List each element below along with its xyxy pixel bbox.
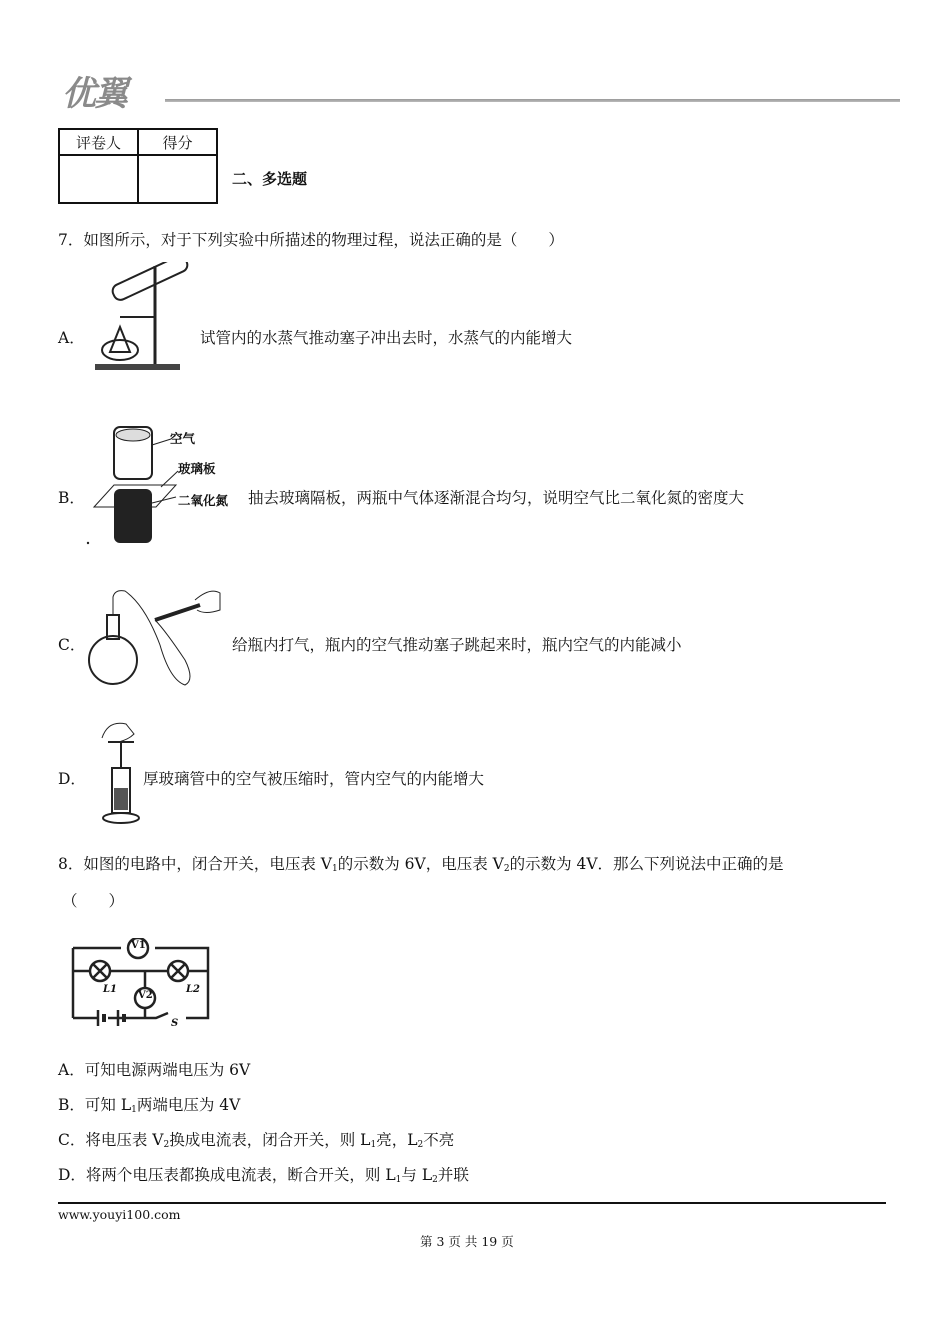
q7-option-d-label: D． [58, 770, 86, 788]
q8-answer-paren: （ ） [62, 892, 125, 910]
option-text: A．可知电源两端电压为 6V [58, 1061, 251, 1079]
q8-option-c [58, 1128, 454, 1150]
footer-divider [58, 1202, 886, 1204]
grader-header: 评卷人 [59, 129, 138, 155]
subscript: 1 [331, 864, 338, 874]
subscript: 2 [163, 1140, 170, 1150]
subscript: 2 [417, 1140, 424, 1150]
option-text: 不亮 [423, 1131, 455, 1149]
q8-option-a [58, 1058, 250, 1080]
subscript: 2 [503, 864, 510, 874]
subscript: 1 [370, 1140, 377, 1150]
subscript: 1 [131, 1105, 137, 1115]
q7-option-b-label: B． [58, 489, 85, 507]
l1-label: L1 [103, 984, 117, 995]
subscript: 1 [395, 1175, 402, 1185]
option-text: D．将两个电压表都换成电流表，断合开关，则 L [58, 1166, 396, 1184]
switch-label: S [171, 1018, 179, 1029]
footer-url[interactable]: www.youyi100.com [58, 1207, 181, 1222]
flask-pump-figure [85, 585, 225, 690]
q8-option-d [58, 1163, 469, 1185]
q7-option-d-text: 厚玻璃管中的空气被压缩时，管内空气的内能增大 [143, 770, 485, 788]
circuit-diagram [68, 938, 213, 1030]
v2-label: V2 [138, 990, 153, 1001]
q8-option-b [58, 1093, 240, 1115]
q7-option-b-text: 抽去玻璃隔板，两瓶中气体逐渐混合均匀，说明空气比二氧化氮的密度大 [248, 489, 745, 507]
youyi-logo: 优翼 [62, 74, 126, 114]
air-label: 空气 [170, 431, 196, 446]
compression-tube-figure [98, 718, 148, 828]
stem-part: 8．如图的电路中，闭合开关，电压表 V [58, 855, 332, 873]
l2-label: L2 [186, 984, 200, 995]
option-text: 并联 [437, 1166, 469, 1184]
v1-label: V1 [131, 940, 146, 951]
option-text: 两端电压为 4V [136, 1096, 241, 1114]
option-text: 亮，L [376, 1131, 418, 1149]
section-title: 二、多选题 [232, 170, 308, 188]
grader-cell [59, 155, 138, 203]
page-number: 第 3 页 共 19 页 [420, 1234, 514, 1249]
q7-stem: 7．如图所示，对于下列实验中所描述的物理过程，说法正确的是（ ） [58, 231, 564, 249]
no2-label: 二氧化氮 [178, 493, 229, 508]
option-text: C．将电压表 V [58, 1131, 164, 1149]
subscript: 2 [432, 1175, 438, 1185]
q7-option-a-label: A． [58, 329, 85, 347]
glass-plate-label: 玻璃板 [178, 461, 216, 476]
score-cell [138, 155, 217, 203]
test-tube-heating-figure [90, 262, 195, 374]
gas-diffusion-figure [86, 425, 246, 550]
option-text: 与 L [401, 1166, 433, 1184]
stem-part: 的示数为 4V．那么下列说法中正确的是 [509, 855, 784, 873]
score-header: 得分 [138, 129, 217, 155]
option-text: B．可知 L [58, 1096, 132, 1114]
stem-part: 的示数为 6V，电压表 V [337, 855, 504, 873]
header-divider [165, 99, 900, 102]
q8-stem [58, 852, 784, 874]
q7-option-c-text: 给瓶内打气，瓶内的空气推动塞子跳起来时，瓶内空气的内能减小 [232, 636, 682, 654]
q7-option-a-text: 试管内的水蒸气推动塞子冲出去时，水蒸气的内能增大 [200, 329, 573, 347]
q7-option-c-label: C． [58, 636, 86, 654]
score-table [58, 128, 218, 204]
option-text: 换成电流表，闭合开关，则 L [169, 1131, 371, 1149]
